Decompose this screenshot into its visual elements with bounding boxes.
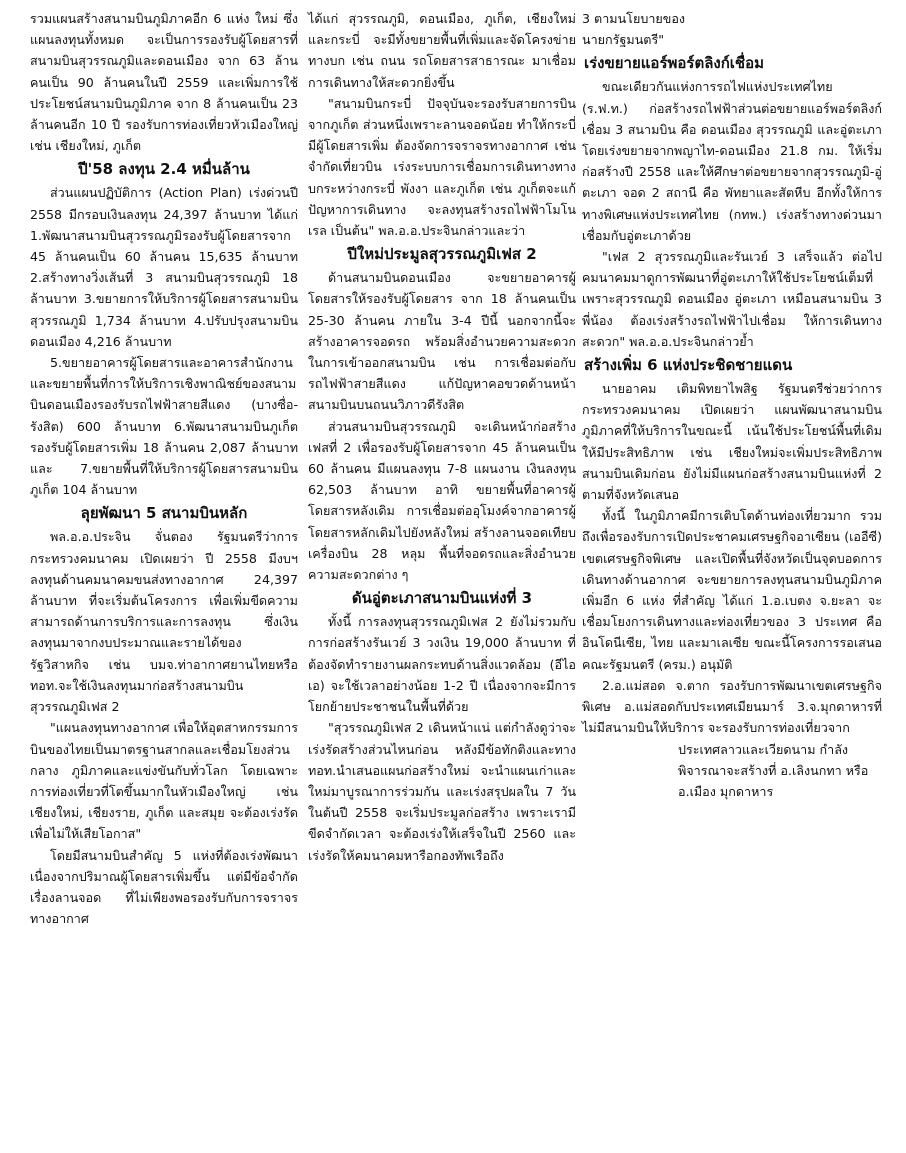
paragraph: ด้านสนามบินดอนเมือง จะขยายอาคารผู้โดยสารให้รองรับผู้โดยสาร จาก 18 ล้านคนเป็น 25-30 ล้านคน ภายใน 3-4 ปีนี้ นอกจากนี้จะสร้างอาคารจอดรถ พร้อมสิ่งอำนวยความสะดวกในการเข้าออกสนามบิน เช่น การเชื่อมต่อกับรถไฟฟ้าสายสีแดง แก้ปัญหาคอขวดด้านหน้าสนามบินบนถนนวิภาวดีรังสิต <box>308 270 576 413</box>
quote-paragraph: "เฟส 2 สุวรรณภูมิและรันเวย์ 3 เสร็จแล้ว ต่อไปคมนาคมมาดูการพัฒนาที่อู่ตะเภาให้ใช้ประโยชน์เต็มที่ เพราะสุวรรณภูมิ ดอนเมือง อู่ตะเภา เหมือนสนามบิน 3 พี่น้อง ต้องเร่งสร้างรถไฟฟ้าไปเชื่อม ให้การเดินทางสะดวก" พล.อ.อ.ประจินกล่าวย้ำ <box>582 249 882 349</box>
paragraph: 2.อ.แม่สอด จ.ตาก รองรับการพัฒนาเขตเศรษฐกิจพิเศษ อ.แม่สอดกับประเทศเมียนมาร์ 3.จ.มุกดาหารที่ไม่มีสนามบินให้บริการ จะรองรับการท่องเที่ยวจาก <box>582 677 882 736</box>
paragraph: ขณะเดียวกันแห่งการรถไฟแห่งประเทศไทย (ร.ฟ.ท.) ก่อสร้างรถไฟฟ้าส่วนต่อขยายแอร์พอร์ตลิงก์ เชื่อม 3 สนามบิน คือ ดอนเมือง สุวรรณภูมิ และอู่ตะเภา โดยเร่งขยายจากพญาไท-ดอนเมือง 21.8 กม. ให้เริ่มก่อสร้างปี 2558 และให้ศึกษาต่อขยายจากสุวรรณภูมิ-อู่ตะเภา จอด 2 สถานี คือ พัทยาและสัตหีบ อีกทั้งให้การทางพิเศษแห่งประเทศไทย (กทพ.) เร่งสร้างทางด่วนมาเชื่อมกับอู่ตะเภาด้วย <box>582 79 882 243</box>
section-heading: สร้างเพิ่ม 6 แห่งประชิดชายแดน <box>584 356 793 375</box>
paragraph: นายกรัฐมนตรี" <box>582 32 665 48</box>
article-column-3 <box>582 8 882 802</box>
article-column-2 <box>308 8 576 866</box>
paragraph: ได้แก่ สุวรรณภูมิ, ดอนเมือง, ภูเก็ต, เชียงใหม่ และกระบี่ จะมีทั้งขยายพื้นที่เพิ่มและจัดโครงข่ายทางบก เช่น ถนน รถโดยสารสาธารณะ มาเชื่อมการเดินทางให้สะดวกยิ่งขึ้น <box>308 11 576 90</box>
quote-paragraph: "สนามบินกระบี่ ปัจจุบันจะรองรับสายการบินจากภูเก็ต ส่วนหนึ่งเพราะลานจอดน้อย ทำให้กระบี่มีผู้โดยสารเพิ่ม ต้องจัดการจราจรทางอากาศ เช่น จำกัดเที่ยวบิน เร่งระบบการเชื่อมการเดินทางทางบกระหว่างกระบี่ พังงา และภูเก็ต เช่น ภูเก็ตจะแก้ปัญหาการเดินทาง จะลงทุนสร้างรถไฟฟ้าโมโนเรล เป็นต้น" พล.อ.อ.ประจินกล่าวและว่า <box>308 95 576 239</box>
article-column-1 <box>30 8 298 929</box>
paragraph: ประเทศลาวและเวียดนาม กำลังพิจารณาจะสร้างที่ อ.เลิงนกทา หรือ อ.เมือง มุกดาหาร <box>678 741 869 799</box>
section-heading: ดันอู่ตะเภาสนามบินแห่งที่ 3 <box>351 589 533 608</box>
paragraph: ทั้งนี้ ในภูมิภาคมีการเติบโตด้านท่องเที่ยวมาก รวมถึงเพื่อรองรับการเปิดประชาคมเศรษฐกิจอาเซียน (เออีซี) เขตเศรษฐกิจพิเศษ และเปิดพื้นที่จังหวัดเป็นจุดบอดการเดินทางด้านอากาศ จะขยายการลงทุนสนามบินภูมิภาคเพิ่มอีก 6 แห่ง ที่สำคัญ ได้แก่ 1.อ.เบตง จ.ยะลา จะเชื่อมโยงการเดินทางและท่องเที่ยวของ 3 ประเทศ คือ อินโดนีเซีย, ไทย และมาเลเซีย ขณะนี้โครงการรอเสนอคณะรัฐมนตรี (ครม.) อนุมัติ <box>582 508 882 672</box>
continued-line: 3 ตามนโยบายของ <box>582 11 686 26</box>
section-heading: ปี'58 ลงทุน 2.4 หมื่นล้าน <box>78 160 250 179</box>
paragraph: 5.ขยายอาคารผู้โดยสารและอาคารสำนักงานและขยายพื้นที่การให้บริการเชิงพาณิชย์ของสนามบินดอนเมืองรองรับรถไฟฟ้าสายสีแดง (บางซื่อ-รังสิต) 600 ล้านบาท 6.พัฒนาสนามบินภูเก็ตรองรับผู้โดยสารเพิ่ม 18 ล้านคน 2,087 ล้านบาท และ 7.ขยายพื้นที่ให้บริการผู้โดยสารสนามบินภูเก็ต 104 ล้านบาท <box>30 355 298 498</box>
paragraph: ส่วนสนามบินสุวรรณภูมิ จะเดินหน้าก่อสร้างเฟสที่ 2 เพื่อรองรับผู้โดยสารจาก 45 ล้านคนเป็น 60 ล้านคน มีแผนลงทุน 7-8 แผนงาน เงินลงทุน 62,503 ล้านบาท อาทิ ขยายพื้นที่อาคารผู้โดยสารหลังเดิม การเชื่อมต่ออุโมงค์จากอาคารผู้โดยสารหลักเดิมไปยังหลังใหม่ สร้างลานจอดเทียบเครื่องบิน 28 หลุม พื้นที่จอดรถและสิ่งอำนวยความสะดวกต่าง ๆ <box>308 418 576 583</box>
quote-paragraph: "แผนลงทุนทางอากาศ เพื่อให้อุตสาหกรรมการบินของไทยเป็นมาตรฐานสากลและเชื่อมโยงส่วนกลาง ภูมิภาคและแข่งขันกับทั่วโลก โดยเฉพาะการท่องเที่ยวที่โตขึ้นมากในหัวเมืองใหญ่ เช่น เชียงใหม่, เชียงราย, ภูเก็ต และสมุย จะต้องเร่งรัดเพื่อไม่ให้เสียโอกาส" <box>30 720 298 842</box>
section-heading: ลุยพัฒนา 5 สนามบินหลัก <box>80 504 248 523</box>
paragraph: พล.อ.อ.ประจิน จั่นตอง รัฐมนตรีว่าการกระทรวงคมนาคม เปิดเผยว่า ปี 2558 มีงบฯลงทุนด้านคมนาคมขนส่งทางอากาศ 24,397 ล้านบาท ที่จะเริ่มต้นโครงการ เพื่อเพิ่มขีดความสามารถด้านการบริการและการลงทุน ซึ่งเงินลงทุนมาจากงบประมาณและรายได้ของรัฐวิสาหกิจ เช่น บมจ.ท่าอากาศยานไทยหรือ ทอท.จะใช้เงินลงทุนมาก่อสร้างสนามบินสุวรรณภูมิเฟส 2 <box>30 529 298 715</box>
paragraph: โดยมีสนามบินสำคัญ 5 แห่งที่ต้องเร่งพัฒนา เนื่องจากปริมาณผู้โดยสารเพิ่มขึ้น แต่มีข้อจำกัดเรื่องลานจอด ที่ไม่เพียงพอรองรับกับการจราจรทางอากาศ <box>30 847 298 927</box>
paragraph: ส่วนแผนปฏิบัติการ (Action Plan) เร่งด่วนปี 2558 มีกรอบเงินลงทุน 24,397 ล้านบาท ได้แก่ 1.พัฒนาสนามบินสุวรรณภูมิรองรับผู้โดยสารจาก 45 ล้านคนเป็น 60 ล้านคน 15,635 ล้านบาท 2.สร้างทางวิ่งเส้นที่ 3 สนามบินสุวรรณภูมิ 18 ล้านบาท 3.ขยายการให้บริการผู้โดยสารสนามบินสุวรรณภูมิ 1,734 ล้านบาท 4.ปรับปรุงสนามบินดอนเมือง 4,216 ล้านบาท <box>30 185 298 349</box>
paragraph: ทั้งนี้ การลงทุนสุวรรณภูมิเฟส 2 ยังไม่รวมกับการก่อสร้างรันเวย์ 3 วงเงิน 19,000 ล้านบาท ที่ต้องจัดทำรายงานผลกระทบด้านสิ่งแวดล้อม (อีไอเอ) จะใช้เวลาอย่างน้อย 1-2 ปี เนื่องจากจะมีการโยกย้ายประชาชนในพื้นที่ด้วย <box>308 614 576 715</box>
section-heading: ปีใหม่ประมูลสุวรรณภูมิเฟส 2 <box>347 245 537 264</box>
section-heading: เร่งขยายแอร์พอร์ตลิงก์เชื่อม <box>584 54 764 73</box>
quote-paragraph: "สุวรรณภูมิเฟส 2 เดินหน้าแน่ แต่กำลังดูว่าจะเร่งรัดสร้างส่วนไหนก่อน หลังมีข้อทักติงและทาง ทอท.นำเสนอแผนก่อสร้างใหม่ จะนำแผนเก่าและใหม่มาบูรณาการร่วมกัน และเร่งสรุปผลใน 7 วัน ในต้นปี 2558 จะเริ่มประมูลก่อสร้าง เพราะเรามีขีดจำกัดเวลา จะต้องเร่งให้เสร็จในปี 2560 และเร่งรัดให้คมนาคมหารือกองทัพเรือถึง <box>308 720 576 863</box>
paragraph: รวมแผนสร้างสนามบินภูมิภาคอีก 6 แห่ง ใหม่ ซึ่งแผนลงทุนทั้งหมด จะเป็นการรองรับผู้โดยสารที่สนามบินสุวรรณภูมิและดอนเมือง จาก 63 ล้านคนเป็น 90 ล้านคนในปี 2559 และเพิ่มการใช้ประโยชน์สนามบินภูมิภาค จาก 8 ล้านคนเป็น 23 ล้านคนอีก 10 ปี รองรับการท่องเที่ยวหัวเมืองใหญ่ เช่น เชียงใหม่, ภูเก็ต <box>30 11 298 154</box>
paragraph: นายอาคม เติมพิทยาไพสิฐ รัฐมนตรีช่วยว่าการกระทรวงคมนาคม เปิดเผยว่า แผนพัฒนาสนามบินภูมิภาคที่ให้บริการในขณะนี้ เน้นใช้ประโยชน์พื้นที่เดิมให้มีประสิทธิภาพ เช่น เชียงใหม่จะเพิ่มประสิทธิภาพสนามบินเดิมก่อน ยังไม่มีแผนก่อสร้างสนามบินแห่งที่ 2 ตามที่จังหวัดเสนอ <box>582 381 882 503</box>
